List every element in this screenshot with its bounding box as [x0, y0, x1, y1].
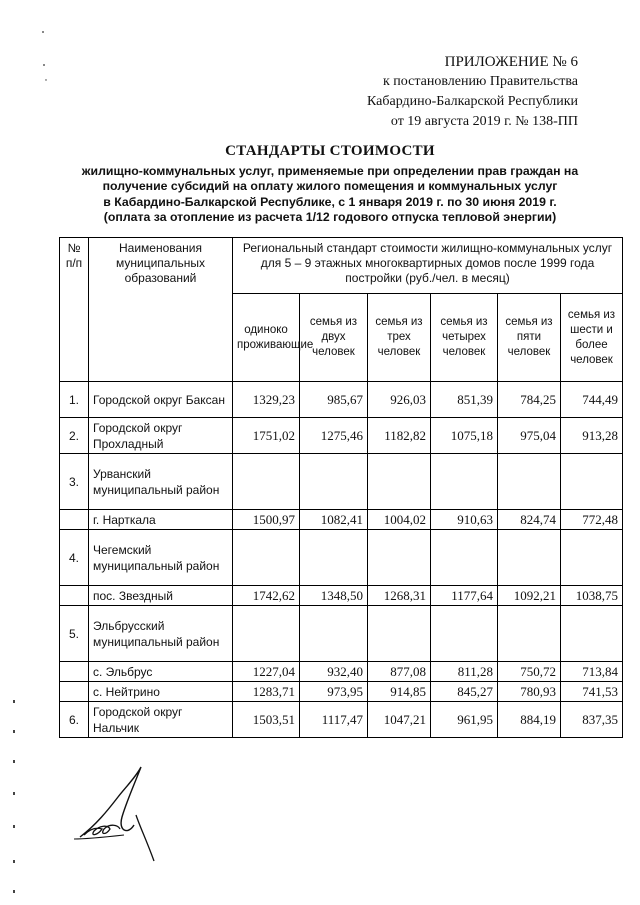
- cost-value: 1503,51: [233, 702, 300, 738]
- cost-value: [300, 454, 368, 510]
- cost-value: 780,93: [498, 682, 561, 702]
- cost-value: 811,28: [431, 662, 498, 682]
- row-number: [60, 682, 89, 702]
- cost-value: 713,84: [561, 662, 623, 682]
- cost-value: 1275,46: [300, 418, 368, 454]
- cost-value: [300, 606, 368, 662]
- cost-value: [498, 454, 561, 510]
- cost-value: 1329,23: [233, 382, 300, 418]
- cost-value: 961,95: [431, 702, 498, 738]
- heading-line-3: в Кабардино-Балкарской Республике, с 1 января 2019 г. по 30 июня 2019 г.: [103, 194, 557, 209]
- cost-value: 884,19: [498, 702, 561, 738]
- cost-value: [368, 606, 431, 662]
- cost-value: [233, 606, 300, 662]
- municipality-name: Городской округ Нальчик: [89, 702, 233, 738]
- cost-value: [561, 454, 623, 510]
- col-num-header: № п/п: [60, 238, 89, 382]
- cost-value: 910,63: [431, 510, 498, 530]
- municipality-name: пос. Звездный: [89, 586, 233, 606]
- row-number: 2.: [60, 418, 89, 454]
- appendix-title: ПРИЛОЖЕНИЕ № 6: [444, 54, 578, 70]
- table-row: [60, 510, 623, 530]
- cost-value: 975,04: [498, 418, 561, 454]
- municipality-name: Чегемский муниципальный район: [89, 530, 233, 586]
- cost-value: 1751,02: [233, 418, 300, 454]
- cost-value: 1500,97: [233, 510, 300, 530]
- cost-value: 932,40: [300, 662, 368, 682]
- sub-col-header: одиноко проживающие: [233, 294, 300, 382]
- municipality-name: Городской округ Баксан: [89, 382, 233, 418]
- heading-title: СТАНДАРТЫ СТОИМОСТИ: [225, 143, 435, 159]
- row-number: 6.: [60, 702, 89, 738]
- cost-value: [431, 606, 498, 662]
- row-number: [60, 510, 89, 530]
- cost-value: 913,28: [561, 418, 623, 454]
- cost-value: [233, 530, 300, 586]
- cost-value: [431, 454, 498, 510]
- heading-line-2: получение субсидий на оплату жилого помещения и коммунальных услуг: [102, 179, 558, 194]
- cost-value: 985,67: [300, 382, 368, 418]
- municipality-name: г. Нарткала: [89, 510, 233, 530]
- cost-value: 741,53: [561, 682, 623, 702]
- cost-value: 1182,82: [368, 418, 431, 454]
- cost-value: 1038,75: [561, 586, 623, 606]
- cost-value: [498, 530, 561, 586]
- row-number: [60, 586, 89, 606]
- cost-value: 1268,31: [368, 586, 431, 606]
- cost-value: [561, 606, 623, 662]
- cost-value: 1075,18: [431, 418, 498, 454]
- row-number: 3.: [60, 454, 89, 510]
- municipality-name: с. Эльбрус: [89, 662, 233, 682]
- cost-value: 851,39: [431, 382, 498, 418]
- cost-value: 1227,04: [233, 662, 300, 682]
- col-group-header: Региональный стандарт стоимости жилищно-коммунальных услуг для 5 – 9 этажных многоквартирных домов после 1999 года постройки (руб./чел. в месяц): [233, 238, 623, 294]
- row-number: [60, 662, 89, 682]
- table-row: [60, 382, 623, 418]
- cost-value: 1283,71: [233, 682, 300, 702]
- municipality-name: Урванский муниципальный район: [89, 454, 233, 510]
- table-row: [60, 702, 623, 738]
- cost-value: 1742,62: [233, 586, 300, 606]
- cost-value: 744,49: [561, 382, 623, 418]
- cost-value: [431, 530, 498, 586]
- cost-value: 1177,64: [431, 586, 498, 606]
- cost-value: 914,85: [368, 682, 431, 702]
- cost-value: 877,08: [368, 662, 431, 682]
- row-number: 5.: [60, 606, 89, 662]
- document-heading: [60, 143, 600, 225]
- cost-value: 1004,02: [368, 510, 431, 530]
- col-name-header: Наименования муниципальных образований: [89, 238, 233, 382]
- sub-col-header: семья из пяти человек: [498, 294, 561, 382]
- cost-value: 1092,21: [498, 586, 561, 606]
- municipality-name: Городской округ Прохладный: [89, 418, 233, 454]
- cost-value: 973,95: [300, 682, 368, 702]
- table-row: [60, 606, 623, 662]
- cost-value: [300, 530, 368, 586]
- table-row: [60, 418, 623, 454]
- cost-value: 824,74: [498, 510, 561, 530]
- table-row: [60, 662, 623, 682]
- standards-table: [59, 237, 623, 738]
- cost-value: 845,27: [431, 682, 498, 702]
- appendix-line-1: к постановлению Правительства: [382, 74, 578, 89]
- cost-value: [498, 606, 561, 662]
- cost-value: [368, 530, 431, 586]
- signature: [66, 755, 176, 865]
- cost-value: [561, 530, 623, 586]
- cost-value: 1117,47: [300, 702, 368, 738]
- table-row: [60, 682, 623, 702]
- binding-marks: [10, 700, 22, 900]
- cost-value: 1047,21: [368, 702, 431, 738]
- table-row: [60, 530, 623, 586]
- cost-value: 837,35: [561, 702, 623, 738]
- heading-line-1: жилищно-коммунальных услуг, применяемые при определении прав граждан на: [81, 164, 579, 178]
- sub-col-header: семья из двух человек: [300, 294, 368, 382]
- sub-col-header: семья из четырех человек: [431, 294, 498, 382]
- municipality-name: с. Нейтрино: [89, 682, 233, 702]
- sub-col-header: семья из трех человек: [368, 294, 431, 382]
- cost-value: 1082,41: [300, 510, 368, 530]
- municipality-name: Эльбрусский муниципальный район: [89, 606, 233, 662]
- row-number: 4.: [60, 530, 89, 586]
- cost-value: 926,03: [368, 382, 431, 418]
- cost-value: 1348,50: [300, 586, 368, 606]
- cost-value: 784,25: [498, 382, 561, 418]
- cost-value: [368, 454, 431, 510]
- cost-value: [233, 454, 300, 510]
- scan-marks: [10, 20, 50, 100]
- table-row: [60, 586, 623, 606]
- cost-value: 772,48: [561, 510, 623, 530]
- cost-value: 750,72: [498, 662, 561, 682]
- row-number: 1.: [60, 382, 89, 418]
- appendix-block: [367, 52, 578, 132]
- table-row: [60, 454, 623, 510]
- heading-line-4: (оплата за отопление из расчета 1/12 годового отпуска тепловой энергии): [103, 209, 557, 224]
- appendix-line-3: от 19 августа 2019 г. № 138-ПП: [390, 114, 578, 129]
- appendix-line-2: Кабардино-Балкарской Республики: [367, 94, 578, 109]
- sub-col-header: семья из шести и более человек: [561, 294, 623, 382]
